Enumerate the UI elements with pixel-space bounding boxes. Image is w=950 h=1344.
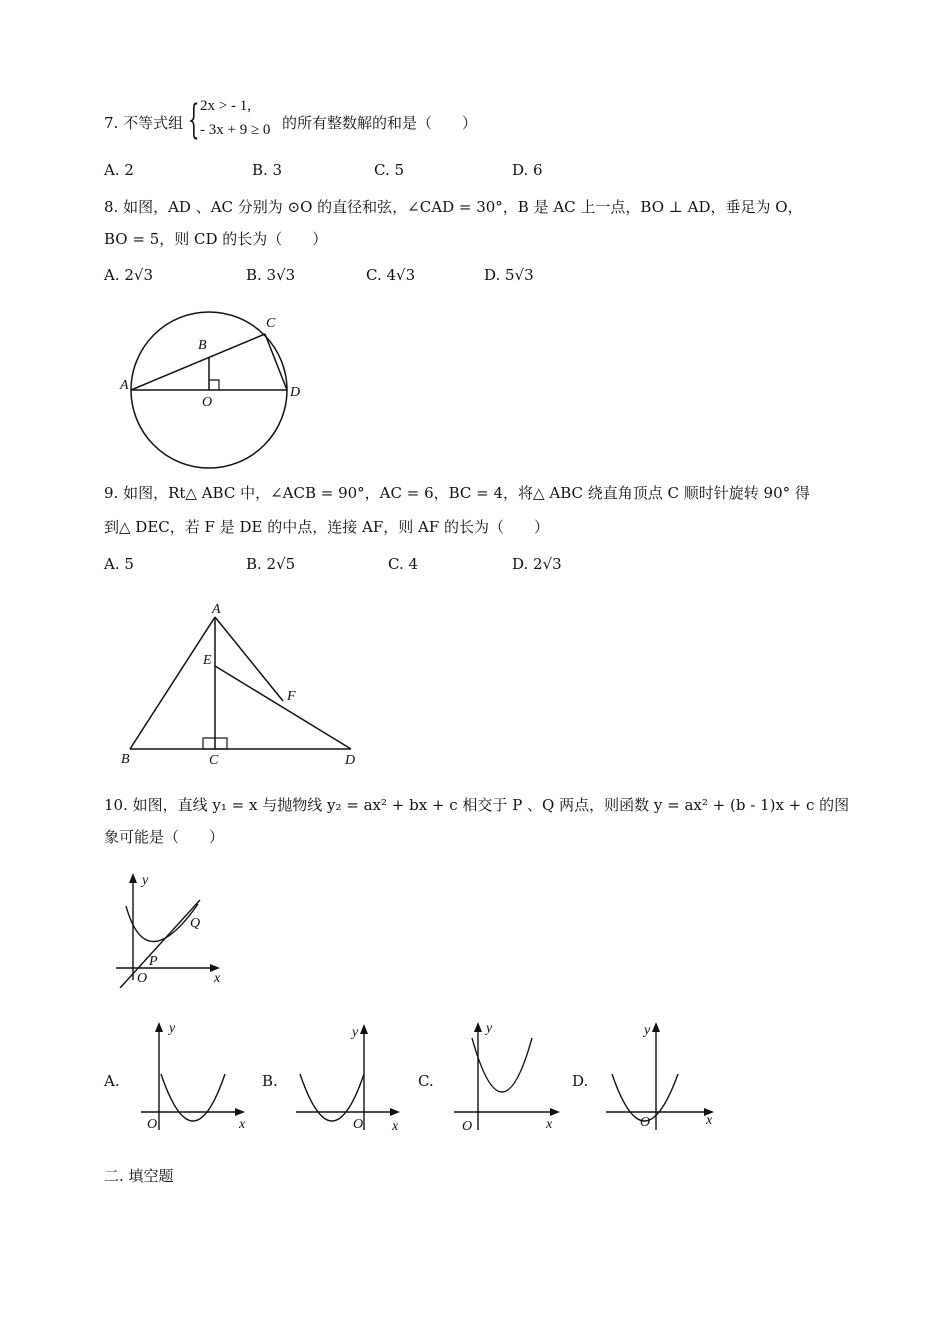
q7-option-b: B. 3 [252, 161, 283, 179]
svg-text:y: y [486, 1021, 493, 1036]
q8-option-c: C. 4√3 [366, 266, 416, 284]
svg-text:x: x [546, 1117, 553, 1132]
q9-line-1: 9. 如图，Rt△ ABC 中，∠ACB = 90°，AC = 6，BC = 4，将△ ABC 绕直角顶点 C 顺时针旋转 90° 得 [104, 484, 810, 502]
q7-inequality-2: - 3x + 9 ≥ 0 [200, 122, 271, 138]
svg-text:y: y [644, 1023, 651, 1038]
q10-option-c-graph [450, 1018, 570, 1136]
label-a: A [120, 378, 129, 393]
q9-line-2: 到△ DEC，若 F 是 DE 的中点，连接 AF，则 AF 的长为（ ） [104, 518, 549, 536]
q8-line-2: BO = 5，则 CD 的长为（ ） [104, 230, 328, 248]
q10-option-d-graph [604, 1018, 724, 1136]
q9-triangle-figure [115, 600, 365, 772]
q7-inequality-1: 2x > - 1, [200, 98, 251, 114]
q8-option-d: D. 5√3 [484, 266, 534, 284]
q10-option-a-graph [135, 1018, 255, 1136]
q9-option-b: B. 2√5 [246, 555, 296, 573]
label-q: Q [190, 916, 201, 931]
q10-option-a-label: A. [104, 1072, 120, 1090]
q8-option-a: A. 2√3 [104, 266, 154, 284]
label-p: P [149, 954, 158, 969]
svg-text:x: x [706, 1113, 713, 1128]
svg-text:x: x [392, 1119, 399, 1134]
system-brace: { [188, 97, 200, 143]
label-f: F [287, 689, 296, 704]
svg-text:x: x [239, 1117, 246, 1132]
label-b: B [121, 752, 130, 767]
q10-main-graph [108, 868, 228, 988]
q7-option-d: D. 6 [512, 161, 543, 179]
q10-option-b-graph [290, 1018, 410, 1136]
q9-option-a: A. 5 [104, 555, 134, 573]
q8-line-1: 8. 如图，AD 、AC 分别为 ⊙O 的直径和弦，∠CAD = 30°，B 是 AC 上一点，BO ⊥ AD，垂足为 O， [104, 198, 803, 216]
q7-suffix: 的所有整数解的和是（ ） [282, 114, 478, 132]
q10-option-c-label: C. [418, 1072, 434, 1090]
svg-text:O: O [462, 1119, 473, 1134]
label-x: x [214, 971, 221, 986]
q10-option-d-label: D. [572, 1072, 589, 1090]
svg-text:O: O [353, 1117, 364, 1132]
svg-text:y: y [352, 1025, 359, 1040]
label-d: D [290, 385, 301, 400]
q9-option-c: C. 4 [388, 555, 419, 573]
label-a: A [212, 602, 221, 617]
q7-option-a: A. 2 [104, 161, 134, 179]
label-e: E [203, 653, 212, 668]
label-b: B [198, 338, 207, 353]
svg-text:y: y [169, 1021, 176, 1036]
section-2-heading: 二. 填空题 [104, 1167, 174, 1185]
label-o: O [202, 395, 213, 410]
svg-text:O: O [640, 1115, 651, 1130]
q10-line-2: 象可能是（ ） [104, 828, 225, 846]
q8-option-b: B. 3√3 [246, 266, 296, 284]
q10-option-b-label: B. [262, 1072, 278, 1090]
q7-option-c: C. 5 [374, 161, 405, 179]
q8-circle-figure [110, 305, 320, 475]
label-y: y [142, 873, 149, 888]
label-c: C [266, 316, 276, 331]
label-d: D [345, 753, 356, 768]
svg-text:O: O [147, 1117, 158, 1132]
label-o: O [137, 971, 148, 986]
q10-line-1: 10. 如图，直线 y₁ = x 与抛物线 y₂ = ax² + bx + c 相交于 P 、Q 两点，则函数 y = ax² + (b - 1)x + c 的图 [104, 796, 850, 814]
label-c: C [209, 753, 219, 768]
q9-option-d: D. 2√3 [512, 555, 562, 573]
q7-prefix: 7. 不等式组 [104, 114, 184, 132]
